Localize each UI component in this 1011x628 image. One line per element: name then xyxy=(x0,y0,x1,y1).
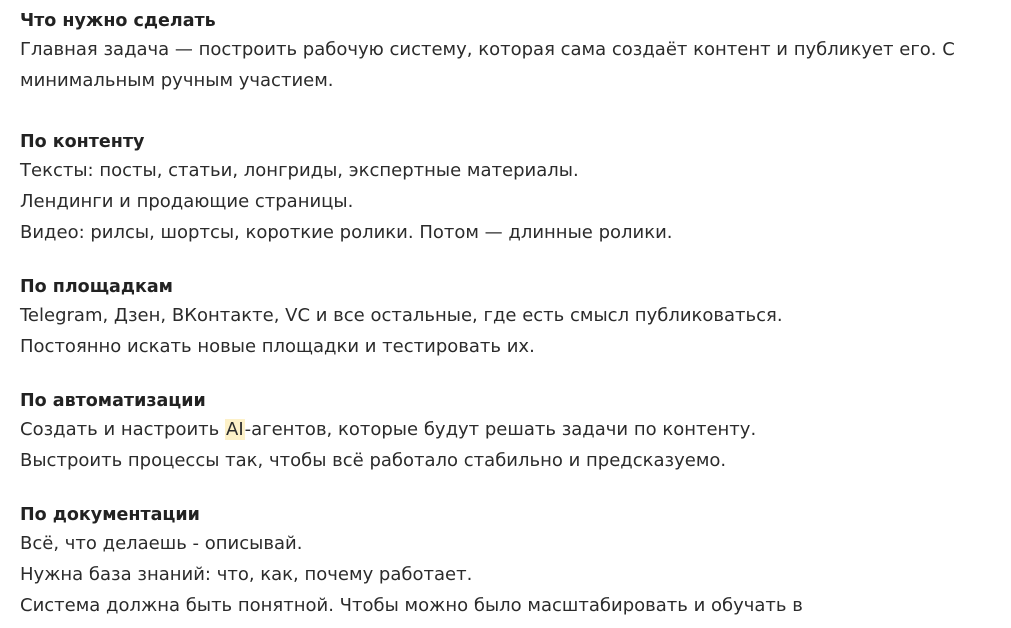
content-line-video: Видео: рилсы, шортсы, короткие ролики. Потом — длинные ролики. xyxy=(20,222,673,243)
highlighted-text: AI xyxy=(226,419,244,440)
automation-line-agents-start: Создать и настроить xyxy=(20,419,225,440)
platforms-line-search: Постоянно искать новые площадки и тестировать их. xyxy=(20,336,535,357)
section-heading-platforms: По площадкам xyxy=(20,277,173,297)
section-automation xyxy=(20,388,1011,476)
section-heading-documentation: По документации xyxy=(20,505,200,525)
automation-line-agents xyxy=(20,414,1011,445)
content-line-landings: Лендинги и продающие страницы. xyxy=(20,191,354,212)
section-heading-content: По контенту xyxy=(20,132,145,152)
section-platforms xyxy=(20,274,1011,362)
section-heading-automation: По автоматизации xyxy=(20,391,206,411)
section-heading-intro: Что нужно сделать xyxy=(20,11,216,31)
content-line-texts: Тексты: посты, статьи, лонгриды, экспертные материалы. xyxy=(20,160,579,181)
automation-line-processes: Выстроить процессы так, чтобы всё работало стабильно и предсказуемо. xyxy=(20,450,727,471)
docs-line-knowledge-base: Нужна база знаний: что, как, почему работает. xyxy=(20,564,473,585)
section-content xyxy=(20,129,1011,248)
intro-paragraph: Главная задача — построить рабочую систему, которая сама создаёт контент и публикует его. С минимальным ручным участием. xyxy=(20,39,955,91)
docs-line-system: Система должна быть понятной. Чтобы можно было масштабировать и обучать в xyxy=(20,595,803,616)
docs-line-describe: Всё, что делаешь - описывай. xyxy=(20,533,303,554)
section-documentation xyxy=(20,502,1011,621)
platforms-line-list: Telegram, Дзен, ВКонтакте, VC и все остальные, где есть смысл публиковаться. xyxy=(20,305,783,326)
automation-line-agents-end: -агентов, которые будут решать задачи по контенту. xyxy=(244,419,757,440)
section-intro xyxy=(20,8,1011,96)
